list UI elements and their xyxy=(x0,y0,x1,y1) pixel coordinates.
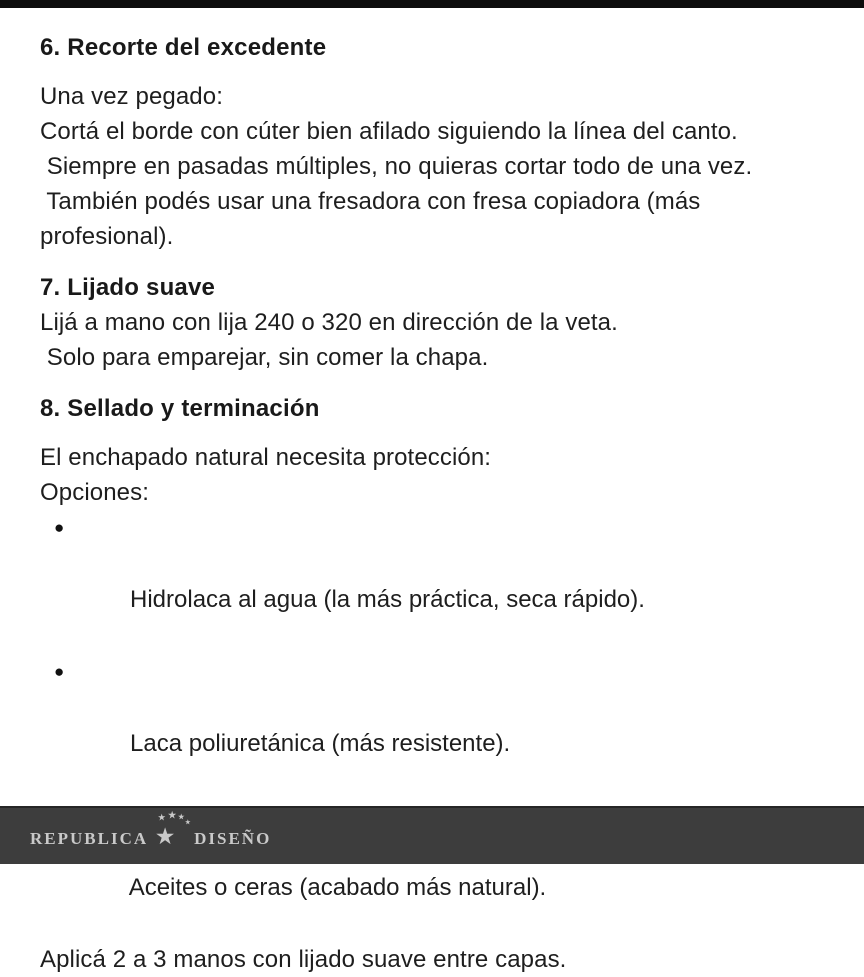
text-line: profesional). xyxy=(40,223,174,250)
star-icon: ★ xyxy=(185,819,191,826)
section-8-outro xyxy=(40,942,826,977)
text-line: Solo para emparejar, sin comer la chapa. xyxy=(40,344,489,371)
footer-bar xyxy=(0,806,864,864)
text-line: Una vez pegado: xyxy=(40,83,223,110)
section-8-heading: 8. Sellado y terminación xyxy=(40,395,320,422)
logo-text-republica: REPUBLICA xyxy=(30,828,149,848)
text-line: Opciones: xyxy=(40,479,149,506)
list-item xyxy=(40,654,826,798)
text-line: El enchapado natural necesita protección: xyxy=(40,444,492,471)
list-item-text: Hidrolaca al agua (la más práctica, seca rápido). xyxy=(130,586,645,613)
bullet-icon: ● xyxy=(54,518,65,537)
top-border-bar xyxy=(0,0,864,8)
text-line: Siempre en pasadas múltiples, no quieras cortar todo de una vez. xyxy=(40,153,753,180)
logo-text-diseno: DISEÑO xyxy=(194,828,272,848)
list-item-text: Aceites o ceras (acabado más natural). xyxy=(128,874,547,901)
text-line: También podés usar una fresadora con fresa copiadora (más xyxy=(40,188,701,215)
bullet-icon: ● xyxy=(54,662,65,681)
star-icon: ★ xyxy=(168,809,177,820)
options-list xyxy=(40,510,826,942)
list-item xyxy=(40,510,826,654)
section-6-paragraph xyxy=(40,79,826,254)
section-7-paragraph xyxy=(40,305,826,375)
section-6-heading: 6. Recorte del excedente xyxy=(40,34,327,61)
star-icon: ★ xyxy=(158,812,166,822)
text-line: Lijá a mano con lija 240 o 320 en dirección de la veta. xyxy=(40,309,618,336)
section-8-intro xyxy=(40,440,826,510)
text-line: Aplicá 2 a 3 manos con lijado suave entre capas. xyxy=(40,946,567,973)
star-cluster-icon xyxy=(156,809,191,848)
star-icon: ★ xyxy=(178,812,185,821)
section-7-heading: 7. Lijado suave xyxy=(40,274,216,301)
list-item-text: Laca poliuretánica (más resistente). xyxy=(130,730,511,757)
republica-diseno-logo xyxy=(30,809,272,849)
text-line: Cortá el borde con cúter bien afilado siguiendo la línea del canto. xyxy=(40,118,738,145)
star-icon: ★ xyxy=(156,825,175,848)
